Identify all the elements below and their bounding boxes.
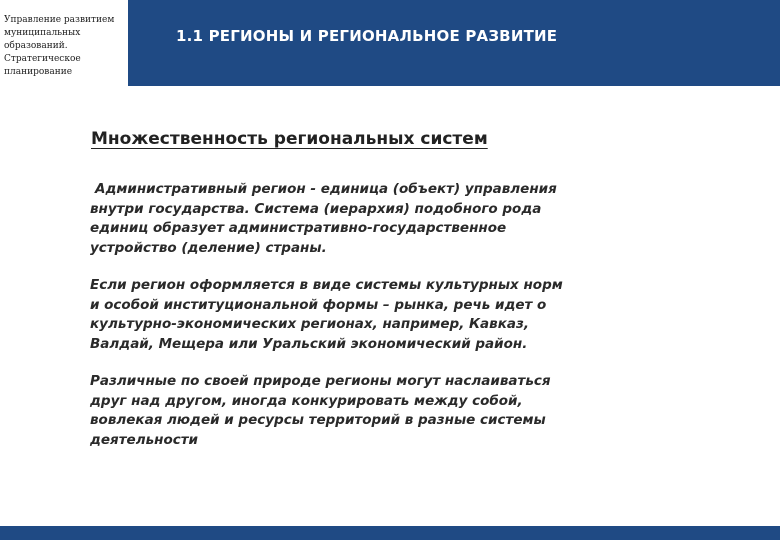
footer-bar [0,526,780,540]
paragraph-administrative-region [90,180,670,258]
paragraph-line: устройство (деление) страны. [90,239,327,256]
paragraph-line: Различные по своей природе регионы могут наслаиваться [90,373,551,389]
paragraph-line: единиц образует административно-государственное [90,220,507,236]
paragraph-line: Административный регион - единица (объект) управления [95,181,557,197]
course-label-line: образований. [4,41,68,51]
paragraph-cultural-regions [90,276,670,354]
paragraph-line: вовлекая людей и ресурсы территорий в разные системы [90,412,546,428]
paragraph-line: друг над другом, иногда конкурировать между собой, [90,392,523,409]
course-label-line: муниципальных [4,28,81,38]
course-label [4,14,128,79]
paragraph-overlapping-regions [90,372,670,450]
course-label-line: Стратегическое [4,54,81,64]
course-label-line: Управление развитием [4,15,115,25]
paragraph-line: Валдай, Мещера или Уральский экономический район. [90,335,528,352]
paragraph-line: Если регион оформляется в виде системы культурных норм [90,277,563,293]
paragraph-line: внутри государства. Система (иерархия) подобного рода [90,200,542,217]
header-band [128,0,780,86]
slide-title: 1.1 РЕГИОНЫ И РЕГИОНАЛЬНОЕ РАЗВИТИЕ [176,27,558,45]
paragraph-line: и особой институциональной формы – рынка, речь идет о [90,296,547,313]
course-label-line: планирование [4,67,73,77]
paragraph-line: культурно-экономических регионах, например, Кавказ, [90,316,529,332]
section-subheading: Множественность региональных систем [91,129,488,149]
paragraph-line: деятельности [90,431,199,448]
